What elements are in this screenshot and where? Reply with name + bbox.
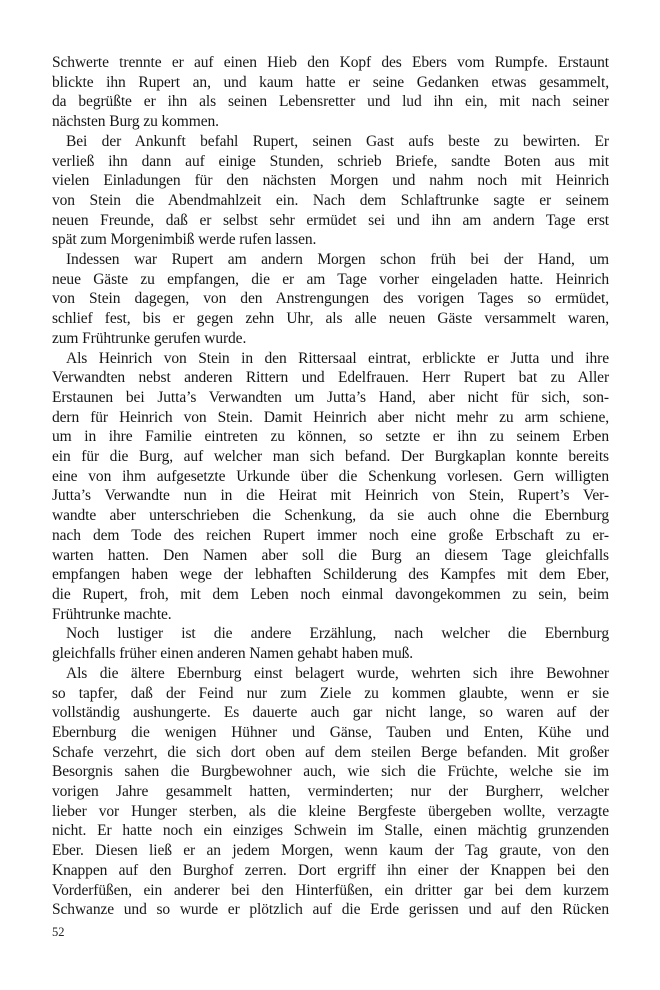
text-line: Noch lustiger ist die andere Erzählung, nach welcher die Ebernburg [66, 625, 609, 643]
text-line: gleichfalls früher einen anderen Namen gehabt haben muß. [52, 645, 414, 663]
text-line: eine von ihm aufgesetzte Urkunde über die Schenkung vorlesen. Gern willigten [52, 467, 609, 485]
text-line: schlief fest, bis er gegen zehn Uhr, als alle neuen Gäste versammelt waren, [52, 310, 609, 328]
text-line: Schafe verzehrt, die sich dort oben auf dem steilen Berge befanden. Mit großer [52, 743, 609, 761]
text-line: Verwandten nebst anderen Rittern und Edelfrauen. Herr Rupert bat zu Aller [52, 369, 609, 387]
text-line: da begrüßte er ihn als seinen Lebensretter und lud ihn ein, mit nach seiner [52, 93, 609, 111]
text-line: zum Frühtrunke gerufen wurde. [52, 329, 247, 347]
text-line: nicht. Er hatte noch ein einziges Schwein im Stalle, einen mächtig grunzenden [52, 822, 609, 840]
text-line: Schwerte trennte er auf einen Hieb den Kopf des Ebers vom Rumpfe. Erstaunt [52, 54, 609, 71]
text-line: Frühtrunke machte. [52, 605, 172, 623]
text-line: lieber vor Hunger sterben, als die kleine Bergfeste übergeben wollte, verzagte [52, 802, 609, 820]
body-text [52, 53, 609, 920]
text-line: um in ihre Familie eintreten zu können, so setzte er ihn zu seinem Erben [52, 428, 609, 446]
text-line: Jutta’s Verwandte nun in die Heirat mit Heinrich von Stein, Rupert’s Ver- [52, 487, 609, 505]
text-line: Eber. Diesen ließ er an jedem Morgen, wenn kaum der Tag graute, von den [52, 842, 609, 860]
paragraph [52, 349, 609, 625]
text-line: vollständig aushungerte. Es dauerte auch gar nicht lange, so waren auf der [52, 704, 609, 722]
text-line: Ebernburg die wenigen Hühner und Gänse, Tauben und Enten, Kühe und [52, 723, 609, 741]
text-line: warten hatten. Den Namen aber soll die Burg an diesem Tage gleichfalls [52, 546, 609, 564]
text-line: vorigen Jahre gesammelt hatten, verminderten; nur der Burgherr, welcher [52, 783, 609, 801]
page-number: 52 [52, 925, 65, 939]
text-line: die Rupert, froh, mit dem Leben noch einmal davongekommen zu sein, beim [52, 585, 609, 603]
text-line: dern für Heinrich von Stein. Damit Heinrich aber nicht mehr zu arm schiene, [52, 408, 609, 426]
text-line: Bei der Ankunft befahl Rupert, seinen Gast aufs beste zu bewirten. Er [66, 132, 609, 150]
text-line: neue Gäste zu empfangen, die er am Tage vorher eingeladen hatte. Heinrich [52, 270, 609, 288]
text-line: Indessen war Rupert am andern Morgen schon früh bei der Hand, um [66, 251, 609, 269]
text-line: Besorgnis sahen die Burgbewohner auch, wie sich die Früchte, welche sie im [52, 763, 609, 781]
text-line: so tapfer, daß der Feind nur zum Ziele zu kommen glaubte, wenn er sie [52, 684, 609, 702]
text-line: von Stein dagegen, von den Anstrengungen des vorigen Tages so ermüdet, [52, 290, 609, 308]
paragraph [52, 132, 609, 250]
text-line: spät zum Morgenimbiß werde rufen lassen. [52, 231, 317, 249]
text-line: verließ ihn dann auf einige Stunden, schrieb Briefe, sandte Boten aus mit [52, 152, 609, 170]
text-line: von Stein die Abendmahlzeit ein. Nach dem Schlaftrunke sagte er seinem [52, 191, 609, 209]
text-line: Erstaunen bei Jutta’s Verwandten um Jutta’s Hand, aber nicht für sich, son- [52, 388, 609, 406]
text-line: Vorderfüßen, ein anderer bei den Hinterfüßen, ein dritter gar bei dem kurzem [52, 881, 609, 899]
text-line: wandte aber unterschrieben die Schenkung, da sie auch ohne die Ebernburg [52, 507, 609, 525]
text-line: Als die ältere Ebernburg einst belagert wurde, wehrten sich ihre Bewohner [66, 664, 609, 682]
text-line: nach dem Tode des reichen Rupert immer noch eine große Erbschaft zu er- [52, 526, 609, 544]
text-line: nächsten Burg zu kommen. [52, 113, 219, 131]
text-line: neuen Freunde, daß er selbst sehr ermüdet sei und ihn am andern Tage erst [52, 211, 609, 229]
paragraph [52, 250, 609, 349]
text-line: vielen Einladungen für den nächsten Morgen und nahm noch mit Heinrich [52, 172, 609, 190]
text-line: Knappen auf den Burghof zerren. Dort ergriff ihn einer der Knappen bei den [52, 861, 609, 879]
text-line: Schwanze und so wurde er plötzlich auf die Erde gerissen und auf den Rücken [52, 901, 609, 919]
text-line: Als Heinrich von Stein in den Rittersaal eintrat, erblickte er Jutta und ihre [66, 349, 609, 367]
paragraph [52, 53, 609, 132]
text-line: blickte ihn Rupert an, und kaum hatte er seine Gedanken etwas gesammelt, [52, 73, 609, 91]
text-line: empfangen haben wege der lebhaften Schilderung des Kampfes mit dem Eber, [52, 566, 609, 584]
paragraph [52, 664, 609, 920]
paragraph [52, 624, 609, 663]
text-line: ein für die Burg, auf welcher man sich befand. Der Burgkaplan konnte bereits [52, 448, 609, 466]
